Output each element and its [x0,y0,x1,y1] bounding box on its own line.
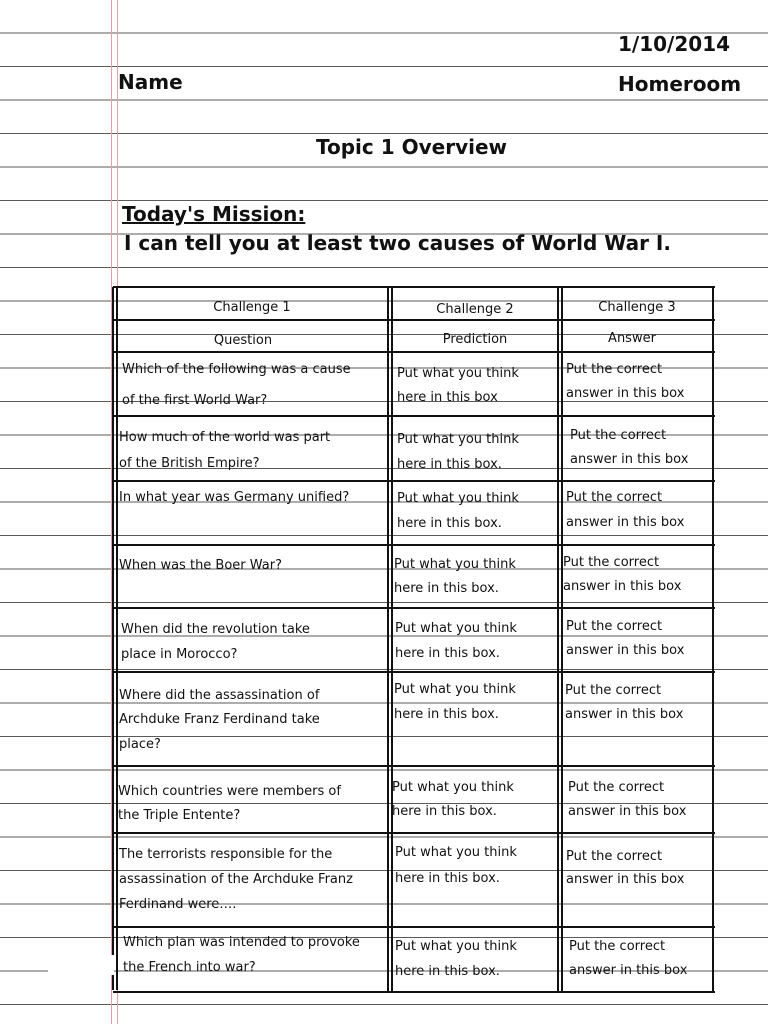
prediction-text: here in this box. [395,871,500,886]
question-text: In what year was Germany unified? [119,490,350,505]
answer-text: Put the correct [563,555,660,570]
prediction-text: Put what you think [394,682,516,697]
question-text: Where did the assassination of [119,688,320,703]
answer-text: Put the correct [566,849,663,864]
prediction-text: Put what you think [394,557,516,572]
answer-text: answer in this box [565,707,684,722]
prediction-text: Put what you think [392,780,514,795]
homeroom-label: Homeroom [618,72,742,96]
answer-text: answer in this box [566,515,685,530]
mission-label: Today's Mission: [122,202,306,226]
prediction-text: here in this box. [394,581,499,596]
question-text: When was the Boer War? [119,558,283,573]
question-text: place in Morocco? [121,647,238,662]
question-text: place? [119,737,161,752]
question-text: Which of the following was a cause [122,362,351,377]
question-text: of the British Empire? [119,456,260,471]
question-text: the French into war? [123,960,256,975]
page-title: Topic 1 Overview [316,135,507,159]
prediction-text: here in this box. [397,516,502,531]
prediction-text: Put what you think [397,491,519,506]
subheader-question: Question [213,333,273,348]
answer-text: Put the correct [569,939,666,954]
margin-line-left [111,0,112,1024]
question-text: assassination of the Archduke Franz [119,872,353,887]
header-challenge-1: Challenge 1 [213,300,291,315]
corner-patch [48,955,114,975]
answer-text: answer in this box [569,963,688,978]
prediction-text: Put what you think [397,366,519,381]
prediction-text: Put what you think [395,939,517,954]
answer-text: answer in this box [566,386,685,401]
header-challenge-3: Challenge 3 [598,300,676,315]
subheader-prediction: Prediction [442,332,508,347]
name-label: Name [118,70,183,94]
prediction-text: Put what you think [395,845,517,860]
answer-text: Put the correct [566,490,663,505]
header-challenge-2: Challenge 2 [436,302,514,317]
prediction-text: here in this box [397,390,498,405]
answer-text: Put the correct [565,683,662,698]
answer-text: answer in this box [566,643,685,658]
prediction-text: here in this box. [395,646,500,661]
date: 1/10/2014 [618,32,731,56]
answer-text: Put the correct [566,362,663,377]
prediction-text: here in this box. [392,804,497,819]
prediction-text: Put what you think [395,621,517,636]
answer-text: Put the correct [568,780,665,795]
margin-line-right [117,0,118,1024]
question-text: of the first World War? [122,393,268,408]
prediction-text: here in this box. [395,964,500,979]
question-text: Which plan was intended to provoke [123,935,360,950]
question-text: Archduke Franz Ferdinand take [119,712,320,727]
question-text: The terrorists responsible for the [119,847,333,862]
question-text: When did the revolution take [121,622,310,637]
answer-text: answer in this box [566,872,685,887]
mission-text: I can tell you at least two causes of World War I. [124,231,671,255]
question-text: the Triple Entente? [118,808,241,823]
answer-text: answer in this box [570,452,689,467]
question-text: Which countries were members of [118,784,341,799]
prediction-text: here in this box. [394,707,499,722]
subheader-answer: Answer [608,331,656,346]
question-text: Ferdinand were…. [119,897,237,912]
answer-text: answer in this box [563,579,682,594]
answer-text: Put the correct [566,619,663,634]
prediction-text: Put what you think [397,432,519,447]
question-text: How much of the world was part [119,430,331,445]
answer-text: answer in this box [568,804,687,819]
prediction-text: here in this box. [397,457,502,472]
answer-text: Put the correct [570,428,667,443]
